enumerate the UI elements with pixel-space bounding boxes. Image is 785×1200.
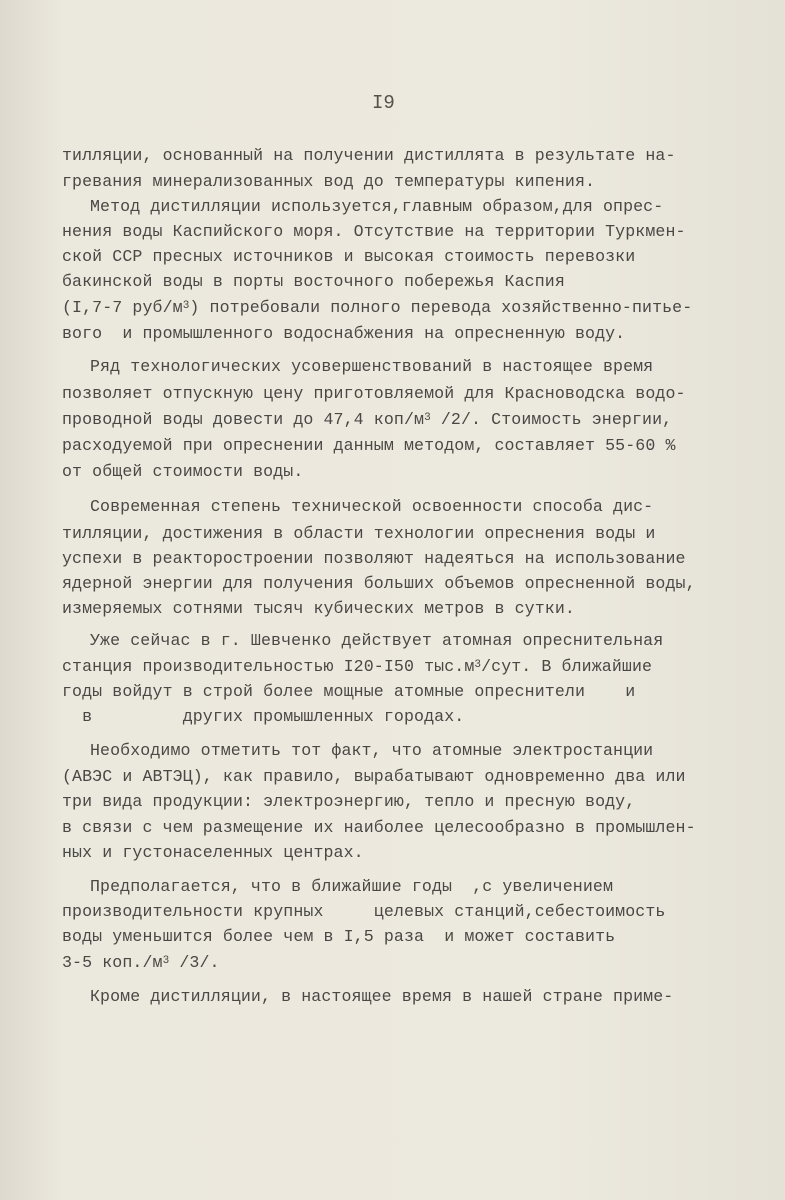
line-text: позволяет отпускную цену приготовляемой для Красноводска водо-: [62, 384, 686, 403]
text-line: [90, 357, 653, 377]
line-text: ных и густонаселенных центрах.: [62, 843, 364, 862]
line-text: нения воды Каспийского моря. Отсутствие на территории Туркмен-: [62, 222, 686, 241]
line-text: воды уменьшится более чем в I,5 раза и может составить: [62, 927, 616, 946]
text-line: [62, 298, 692, 318]
text-line: [90, 741, 653, 761]
text-line: [62, 927, 615, 947]
text-line: [62, 953, 220, 973]
line-text: вого и промышленного водоснабжения на опресненную воду.: [62, 324, 626, 343]
text-line: [90, 877, 613, 897]
superscript: 3: [424, 412, 431, 424]
text-line: [62, 792, 635, 812]
line-text: Метод дистилляции используется,главным образом,для опрес-: [90, 197, 664, 216]
line-text: Кроме дистилляции, в настоящее время в нашей стране приме-: [90, 987, 674, 1006]
line-text: три вида продукции: электроэнергию, тепло и пресную воду,: [62, 792, 636, 811]
line-text: (I,7-7 руб/м: [62, 298, 183, 317]
text-line: [62, 599, 575, 619]
superscript: 3: [182, 300, 190, 312]
line-text: в связи с чем размещение их наиболее целесообразно в промышлен-: [62, 818, 696, 837]
line-text: станция производительностью I20-I50 тыс.м: [62, 657, 475, 676]
line-text: Современная степень технической освоенности способа дис-: [90, 497, 654, 516]
line-text: /2/. Стоимость энергии,: [430, 410, 673, 429]
superscript: 3: [162, 955, 170, 967]
text-line: [62, 146, 676, 166]
line-text: в других промышленных городах.: [62, 707, 465, 726]
text-line: [62, 682, 635, 702]
text-line: [62, 410, 672, 430]
text-line: [62, 902, 665, 922]
line-text: /сут. В ближайшие: [481, 657, 653, 676]
line-text: Ряд технологических усовершенствований в настоящее время: [90, 357, 654, 376]
line-text: гревания минерализованных вод до температуры кипения.: [62, 172, 596, 191]
text-line: [90, 631, 663, 651]
line-text: Предполагается, что в ближайшие годы ,с увеличением: [90, 877, 614, 896]
text-line: [62, 818, 696, 838]
text-line: [62, 324, 625, 344]
line-text: производительности крупных целевых станций,себестоимость: [62, 902, 666, 921]
line-text: расходуемой при опреснении данным методом, составляет 55-60 %: [62, 436, 676, 455]
line-text: проводной воды довести до 47,4 коп/м: [62, 410, 425, 429]
line-text: измеряемых сотнями тысяч кубических метров в сутки.: [62, 599, 575, 618]
text-line: [62, 222, 686, 242]
text-line: [62, 524, 655, 544]
text-line: [62, 574, 696, 594]
text-line: [62, 767, 686, 787]
text-line: [62, 707, 464, 727]
line-text: тилляции, основанный на получении дистиллята в результате на-: [62, 146, 676, 165]
line-text: 3-5 коп./м: [62, 953, 163, 972]
text-line: [90, 197, 663, 217]
line-text: тилляции, достижения в области технологии опреснения воды и: [62, 524, 656, 543]
text-line: [62, 384, 686, 404]
text-line: [62, 436, 676, 456]
line-text: от общей стоимости воды.: [62, 462, 304, 481]
text-line: [62, 462, 303, 482]
line-text: ) потребовали полного перевода хозяйственно-питье-: [189, 298, 693, 317]
superscript: 3: [474, 659, 482, 671]
line-text: ской ССР пресных источников и высокая стоимость перевозки: [62, 247, 636, 266]
text-line: [62, 657, 652, 677]
text-line: [62, 247, 635, 267]
text-line: [62, 549, 686, 569]
line-text: /3/.: [169, 953, 220, 972]
text-line: [62, 172, 595, 192]
line-text: Необходимо отметить тот факт, что атомные электростанции: [90, 741, 654, 760]
page-number: I9: [372, 92, 395, 114]
line-text: бакинской воды в порты восточного побережья Каспия: [62, 272, 565, 291]
line-text: ядерной энергии для получения больших объемов опресненной воды,: [62, 574, 696, 593]
line-text: годы войдут в строй более мощные атомные опреснители и: [62, 682, 636, 701]
text-line: [90, 987, 673, 1007]
text-line: [62, 843, 364, 863]
line-text: (АВЭС и АВТЭЦ), как правило, вырабатывают одновременно два или: [62, 767, 686, 786]
text-line: [90, 497, 653, 517]
line-text: успехи в реакторостроении позволяют надеяться на использование: [62, 549, 686, 568]
line-text: Уже сейчас в г. Шевченко действует атомная опреснительная: [90, 631, 664, 650]
text-line: [62, 272, 565, 292]
